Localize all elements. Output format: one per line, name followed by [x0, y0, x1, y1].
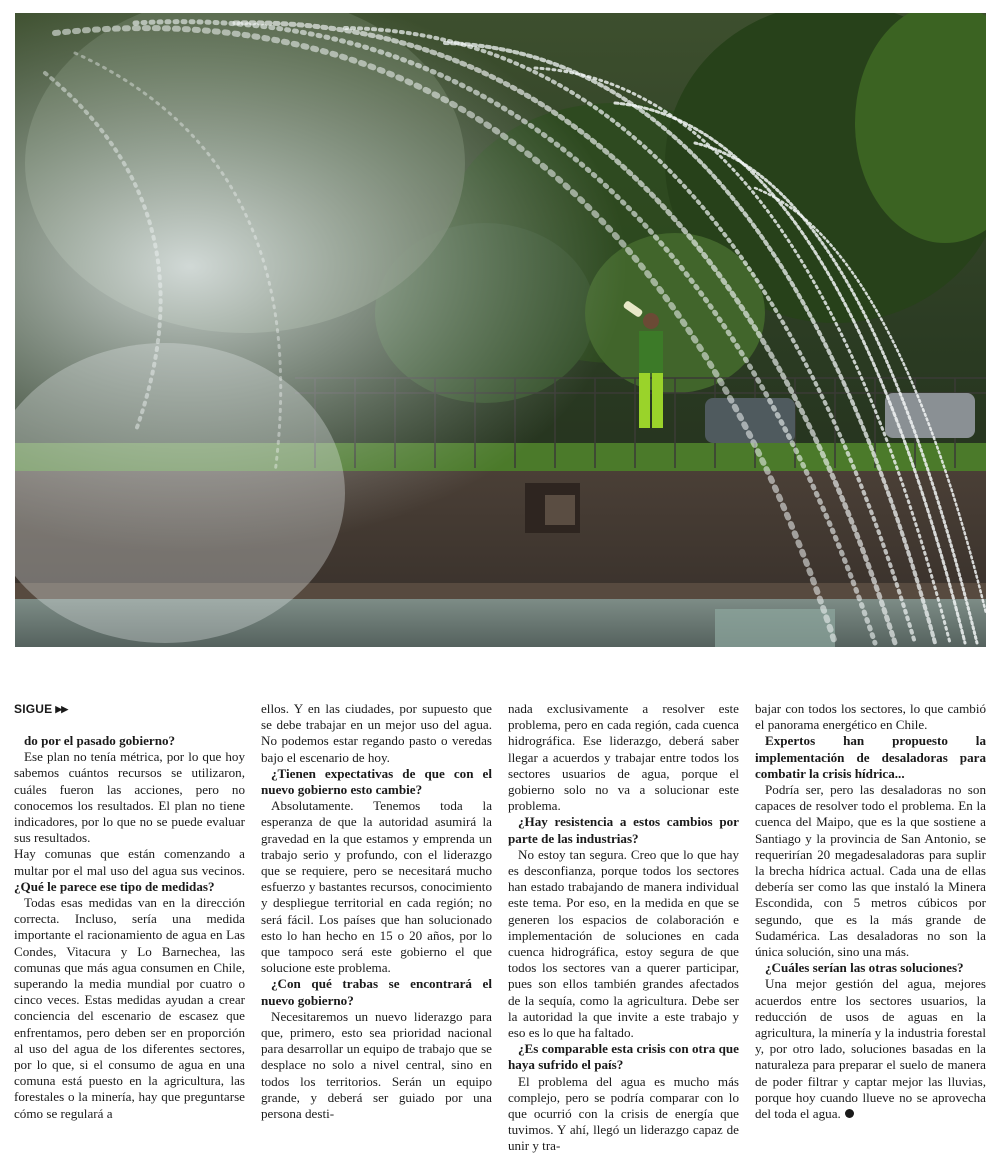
answer: El problema del agua es mucho más complejo, pero se podría comparar con lo que ocurrió con la crisis de energía que tuvimos. Y ahí, llegó un liderazgo capaz de unir y tra- [508, 1073, 739, 1154]
answer: Todas esas medidas van en la dirección correcta. Incluso, sería una medida importante el racionamiento de agua en Las Condes, Vitacura y Lo Barnechea, las comunas que más agua consumen en Chile, superando la media mundial por cuatro o cinco veces. Estas medidas ayudan a crear conciencia del escenario de escasez que enfrentamos, pero deben ser en proporción al uso del agua de los diferentes sectores, por lo que, si el consumo de agua en una comuna está puesto en la agricultura, las forestales o la minería, hay que preguntarse cómo se regulará a [14, 895, 245, 1121]
question: ¿Hay resistencia a estos cambios por parte de las industrias? [508, 814, 739, 846]
fountain-photo [15, 13, 986, 647]
answer: Ese plan no tenía métrica, por lo que hoy sabemos cuántos recursos se utilizaron, cuáles fueron las acciones, pero no conocemos los resultados. El plan no tiene indicadores, por lo que no se puede evaluar sus resultados. [14, 749, 245, 846]
answer-text: Una mejor gestión del agua, mejores acuerdos entre los sectores usuarios, la reducción de usos de aguas en la agricultura, la minería y la industria forestal y, por otro lado, soluciones basadas en la naturaleza para preparar el suelo de manera de poder filtrar y captar mejor las lluvias, porque hoy cuando llueve no se aprovecha del toda el agua. [755, 976, 986, 1122]
end-of-article-icon [845, 1109, 854, 1118]
answer: No estoy tan segura. Creo que lo que hay es desconfianza, porque todos los sectores han estado trabajando de manera individual este tema. Por eso, en la medida en que se generen los espacios de colaboración e implementación de soluciones en cada cuenca hidrográfica, estoy segura de que todos los sectores van a querer participar, pues son ellos también grandes afectados de la sequía, como la agricultura. Debe ser la autoridad la que invite a este trabajo y eso es lo que ha faltado. [508, 846, 739, 1041]
question: ¿Con qué trabas se encontrará el nuevo gobierno? [261, 976, 492, 1008]
question-block [14, 846, 245, 895]
answer-continued: bajar con todos los sectores, lo que cambió el panorama energético en Chile. [755, 701, 986, 733]
answer: Absolutamente. Tenemos toda la esperanza de que la autoridad asumirá la gravedad en la que estamos y emprenda un trabajo serio y profundo, con el liderazgo que se requiere, pero se necesitará mucho esfuerzo y bastantes recursos, conocimiento y despliegue territorial en cada región; no será fácil. Los países que han solucionado esto lo han hecho en 15 o 20 años, por lo que tampoco será este gobierno el que solucione este problema. [261, 798, 492, 976]
column-4 [755, 701, 986, 1122]
sigue-label: SIGUE [14, 701, 53, 716]
answer-final [755, 976, 986, 1122]
answer: Podría ser, pero las desaladoras no son capaces de resolver todo el problema. En la cuenca del Maipo, que es la que sostiene a Santiago y la provincia de San Antonio, se requerirían 20 megadesaladoras para suplir la brecha hídrica actual. Cada una de ellas debería ser como las que instaló la Minera Escondida, con 5 metros cúbicos por segundo, que es la más grande de Sudamérica. Las desaladoras no son la única solución, sino una más. [755, 782, 986, 960]
question: Expertos han propuesto la implementación de desaladoras para combatir la crisis hídrica... [755, 733, 986, 781]
double-arrow-icon: ▶▶ [55, 703, 68, 714]
answer-continued: nada exclusivamente a resolver este problema, pero en cada región, cada cuenca hidrográfica. Ese liderazgo, deberá saber llegar a acuerdos y trabajar entre todos los sectores usuarios de agua, porque el gobierno solo no va a solucionar este problema. [508, 701, 739, 814]
question: do por el pasado gobierno? [24, 733, 176, 748]
question: ¿Es comparable esta crisis con otra que haya sufrido el país? [508, 1041, 739, 1073]
answer: Necesitaremos un nuevo liderazgo para que, primero, esto sea prioridad nacional para desarrollar un equipo de trabajo que se desplace no solo a nivel central, sino en todos los territorios. Serán un equipo grande, y deberá ser guiado por una persona desti- [261, 1008, 492, 1122]
question: ¿Tienen expectativas de que con el nuevo gobierno esto cambie? [261, 765, 492, 798]
question: ¿Cuáles serían las otras soluciones? [765, 960, 964, 976]
question: ¿Qué le parece ese tipo de medidas? [14, 878, 215, 894]
column-2 [261, 701, 492, 1122]
answer-continued: ellos. Y en las ciudades, por supuesto que se debe trabajar en un mejor uso del agua. No podemos estar regando pasto o veredas bajo el escenario de hoy. [261, 701, 492, 765]
column-1 [14, 701, 245, 1122]
article-body [14, 701, 986, 1154]
sigue-marker [14, 701, 245, 717]
column-3 [508, 701, 739, 1155]
question-lead: Hay comunas que están comenzando a multar por el mal uso del agua sus vecinos. [14, 846, 245, 878]
